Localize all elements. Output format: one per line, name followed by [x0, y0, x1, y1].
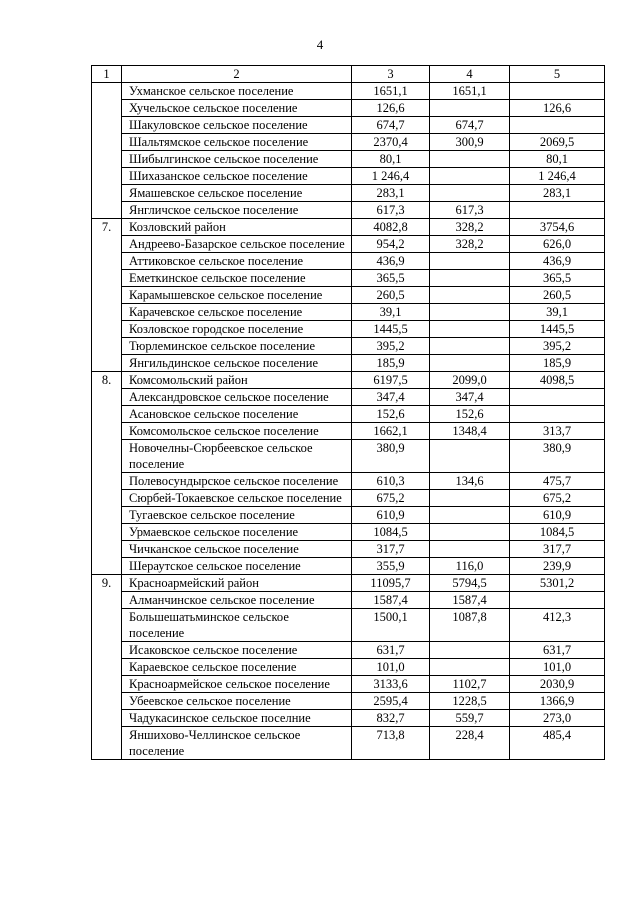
value-cell: 674,7 — [430, 117, 510, 134]
value-cell — [510, 406, 605, 423]
settlement-row — [92, 558, 605, 575]
value-cell: 3133,6 — [352, 676, 430, 693]
name-cell: Убеевское сельское поселение — [122, 693, 352, 710]
value-cell: 832,7 — [352, 710, 430, 727]
row-number-cell — [92, 168, 122, 185]
value-cell: 260,5 — [510, 287, 605, 304]
value-cell: 1587,4 — [430, 592, 510, 609]
value-cell: 1084,5 — [510, 524, 605, 541]
value-cell: 347,4 — [430, 389, 510, 406]
value-cell: 1366,9 — [510, 693, 605, 710]
value-cell — [430, 355, 510, 372]
name-cell: Красноармейское сельское поселение — [122, 676, 352, 693]
column-header: 5 — [510, 66, 605, 83]
row-number-cell: 8. — [92, 372, 122, 389]
row-number-cell — [92, 473, 122, 490]
value-cell: 1 246,4 — [352, 168, 430, 185]
value-cell: 328,2 — [430, 236, 510, 253]
name-cell: Караевское сельское поселение — [122, 659, 352, 676]
row-number-cell — [92, 490, 122, 507]
value-cell — [510, 202, 605, 219]
settlement-row — [92, 185, 605, 202]
value-cell: 101,0 — [352, 659, 430, 676]
value-cell: 126,6 — [510, 100, 605, 117]
settlement-row — [92, 592, 605, 609]
name-cell: Асановское сельское поселение — [122, 406, 352, 423]
value-cell: 1102,7 — [430, 676, 510, 693]
value-cell: 328,2 — [430, 219, 510, 236]
value-cell — [510, 83, 605, 100]
settlement-row — [92, 389, 605, 406]
row-number-cell — [92, 558, 122, 575]
row-number-cell — [92, 389, 122, 406]
value-cell: 395,2 — [510, 338, 605, 355]
name-cell: Комсомольский район — [122, 372, 352, 389]
name-cell: Шихазанское сельское поселение — [122, 168, 352, 185]
value-cell: 1662,1 — [352, 423, 430, 440]
name-cell: Козловский район — [122, 219, 352, 236]
value-cell: 228,4 — [430, 727, 510, 760]
settlement-row — [92, 270, 605, 287]
value-cell: 2370,4 — [352, 134, 430, 151]
row-number-cell: 9. — [92, 575, 122, 592]
value-cell: 4098,5 — [510, 372, 605, 389]
settlement-row — [92, 473, 605, 490]
value-cell — [510, 117, 605, 134]
value-cell: 126,6 — [352, 100, 430, 117]
settlement-row — [92, 83, 605, 100]
row-number-cell — [92, 676, 122, 693]
row-number-cell — [92, 117, 122, 134]
settlement-row — [92, 693, 605, 710]
row-number-cell — [92, 134, 122, 151]
value-cell — [430, 507, 510, 524]
name-cell: Тюрлеминское сельское поселение — [122, 338, 352, 355]
value-cell: 11095,7 — [352, 575, 430, 592]
value-cell: 1445,5 — [510, 321, 605, 338]
value-cell: 365,5 — [352, 270, 430, 287]
value-cell: 355,9 — [352, 558, 430, 575]
value-cell: 1651,1 — [352, 83, 430, 100]
row-number-cell — [92, 83, 122, 100]
name-cell: Козловское городское поселение — [122, 321, 352, 338]
settlement-row — [92, 524, 605, 541]
row-number-cell — [92, 202, 122, 219]
value-cell: 380,9 — [510, 440, 605, 473]
district-row — [92, 219, 605, 236]
row-number-cell — [92, 592, 122, 609]
row-number-cell — [92, 321, 122, 338]
value-cell: 80,1 — [352, 151, 430, 168]
name-cell: Карачевское сельское поселение — [122, 304, 352, 321]
row-number-cell — [92, 355, 122, 372]
value-cell — [430, 338, 510, 355]
row-number-cell: 7. — [92, 219, 122, 236]
name-cell: Ямашевское сельское поселение — [122, 185, 352, 202]
row-number-cell — [92, 185, 122, 202]
value-cell: 610,9 — [510, 507, 605, 524]
row-number-cell — [92, 507, 122, 524]
row-number-cell — [92, 541, 122, 558]
name-cell: Красноармейский район — [122, 575, 352, 592]
name-cell: Яншихово-Челлинское сельское поселение — [122, 727, 352, 760]
value-cell: 101,0 — [510, 659, 605, 676]
value-cell: 4082,8 — [352, 219, 430, 236]
settlement-row — [92, 134, 605, 151]
value-cell: 1651,1 — [430, 83, 510, 100]
settlement-row — [92, 541, 605, 558]
value-cell: 610,3 — [352, 473, 430, 490]
name-cell: Исаковское сельское поселение — [122, 642, 352, 659]
name-cell: Еметкинское сельское поселение — [122, 270, 352, 287]
allocation-table — [91, 65, 605, 760]
row-number-cell — [92, 440, 122, 473]
name-cell: Сюрбей-Токаевское сельское поселение — [122, 490, 352, 507]
settlement-row — [92, 236, 605, 253]
name-cell: Урмаевское сельское поселение — [122, 524, 352, 541]
settlement-row — [92, 117, 605, 134]
value-cell: 1500,1 — [352, 609, 430, 642]
value-cell: 39,1 — [510, 304, 605, 321]
row-number-cell — [92, 609, 122, 642]
name-cell: Чадукасинское сельское поселние — [122, 710, 352, 727]
value-cell: 365,5 — [510, 270, 605, 287]
value-cell: 436,9 — [510, 253, 605, 270]
name-cell: Янгличское сельское поселение — [122, 202, 352, 219]
row-number-cell — [92, 270, 122, 287]
settlement-row — [92, 490, 605, 507]
settlement-row — [92, 507, 605, 524]
settlement-row — [92, 727, 605, 760]
settlement-row — [92, 151, 605, 168]
name-cell: Большешатьминское сельское поселение — [122, 609, 352, 642]
value-cell — [430, 185, 510, 202]
value-cell — [430, 659, 510, 676]
value-cell — [430, 287, 510, 304]
name-cell: Новочелны-Сюрбеевское сельское поселение — [122, 440, 352, 473]
value-cell: 380,9 — [352, 440, 430, 473]
value-cell: 675,2 — [352, 490, 430, 507]
value-cell: 39,1 — [352, 304, 430, 321]
value-cell: 152,6 — [352, 406, 430, 423]
value-cell — [430, 321, 510, 338]
value-cell: 6197,5 — [352, 372, 430, 389]
value-cell: 412,3 — [510, 609, 605, 642]
value-cell: 1587,4 — [352, 592, 430, 609]
value-cell — [430, 524, 510, 541]
row-number-cell — [92, 304, 122, 321]
name-cell: Янгильдинское сельское поселение — [122, 355, 352, 372]
column-header: 4 — [430, 66, 510, 83]
row-number-cell — [92, 659, 122, 676]
name-cell: Шераутское сельское поселение — [122, 558, 352, 575]
value-cell: 80,1 — [510, 151, 605, 168]
value-cell: 185,9 — [352, 355, 430, 372]
row-number-cell — [92, 423, 122, 440]
settlement-row — [92, 321, 605, 338]
settlement-row — [92, 642, 605, 659]
column-header: 1 — [92, 66, 122, 83]
settlement-row — [92, 710, 605, 727]
name-cell: Хучельское сельское поселение — [122, 100, 352, 117]
value-cell — [430, 151, 510, 168]
settlement-row — [92, 609, 605, 642]
settlement-row — [92, 202, 605, 219]
value-cell: 152,6 — [430, 406, 510, 423]
row-number-cell — [92, 253, 122, 270]
district-row — [92, 575, 605, 592]
value-cell: 2099,0 — [430, 372, 510, 389]
name-cell: Полевосундырское сельское поселение — [122, 473, 352, 490]
value-cell: 675,2 — [510, 490, 605, 507]
value-cell — [430, 490, 510, 507]
settlement-row — [92, 253, 605, 270]
value-cell — [430, 168, 510, 185]
value-cell: 134,6 — [430, 473, 510, 490]
value-cell: 631,7 — [352, 642, 430, 659]
settlement-row — [92, 304, 605, 321]
name-cell: Аттиковское сельское поселение — [122, 253, 352, 270]
value-cell — [430, 100, 510, 117]
value-cell: 283,1 — [510, 185, 605, 202]
value-cell — [430, 440, 510, 473]
row-number-cell — [92, 406, 122, 423]
value-cell: 283,1 — [352, 185, 430, 202]
value-cell: 239,9 — [510, 558, 605, 575]
settlement-row — [92, 100, 605, 117]
value-cell: 559,7 — [430, 710, 510, 727]
settlement-row — [92, 287, 605, 304]
row-number-cell — [92, 710, 122, 727]
name-cell: Шакуловское сельское поселение — [122, 117, 352, 134]
row-number-cell — [92, 693, 122, 710]
name-cell: Чичканское сельское поселение — [122, 541, 352, 558]
name-cell: Ухманское сельское поселение — [122, 83, 352, 100]
value-cell: 626,0 — [510, 236, 605, 253]
row-number-cell — [92, 287, 122, 304]
row-number-cell — [92, 100, 122, 117]
value-cell — [510, 389, 605, 406]
value-cell: 5301,2 — [510, 575, 605, 592]
value-cell: 1 246,4 — [510, 168, 605, 185]
value-cell — [430, 253, 510, 270]
value-cell — [510, 592, 605, 609]
value-cell: 3754,6 — [510, 219, 605, 236]
value-cell: 2595,4 — [352, 693, 430, 710]
settlement-row — [92, 423, 605, 440]
value-cell: 317,7 — [510, 541, 605, 558]
value-cell: 610,9 — [352, 507, 430, 524]
value-cell: 347,4 — [352, 389, 430, 406]
settlement-row — [92, 406, 605, 423]
name-cell: Шальтямское сельское поселение — [122, 134, 352, 151]
row-number-cell — [92, 236, 122, 253]
value-cell — [430, 642, 510, 659]
column-header: 2 — [122, 66, 352, 83]
value-cell: 713,8 — [352, 727, 430, 760]
value-cell: 617,3 — [352, 202, 430, 219]
name-cell: Комсомольское сельское поселение — [122, 423, 352, 440]
settlement-row — [92, 440, 605, 473]
settlement-row — [92, 355, 605, 372]
value-cell — [430, 270, 510, 287]
value-cell: 475,7 — [510, 473, 605, 490]
table-body — [92, 83, 605, 760]
name-cell: Андреево-Базарское сельское поселение — [122, 236, 352, 253]
settlement-row — [92, 338, 605, 355]
value-cell: 954,2 — [352, 236, 430, 253]
column-header: 3 — [352, 66, 430, 83]
value-cell: 260,5 — [352, 287, 430, 304]
value-cell: 436,9 — [352, 253, 430, 270]
row-number-cell — [92, 642, 122, 659]
value-cell: 2030,9 — [510, 676, 605, 693]
row-number-cell — [92, 727, 122, 760]
district-row — [92, 372, 605, 389]
row-number-cell — [92, 524, 122, 541]
value-cell: 395,2 — [352, 338, 430, 355]
value-cell: 1228,5 — [430, 693, 510, 710]
value-cell — [430, 541, 510, 558]
value-cell: 5794,5 — [430, 575, 510, 592]
value-cell: 2069,5 — [510, 134, 605, 151]
name-cell: Карамышевское сельское поселение — [122, 287, 352, 304]
table-header-row — [92, 66, 605, 83]
settlement-row — [92, 659, 605, 676]
value-cell: 317,7 — [352, 541, 430, 558]
value-cell: 1087,8 — [430, 609, 510, 642]
name-cell: Александровское сельское поселение — [122, 389, 352, 406]
value-cell: 1445,5 — [352, 321, 430, 338]
value-cell: 116,0 — [430, 558, 510, 575]
value-cell: 631,7 — [510, 642, 605, 659]
value-cell: 313,7 — [510, 423, 605, 440]
value-cell: 273,0 — [510, 710, 605, 727]
settlement-row — [92, 676, 605, 693]
value-cell: 185,9 — [510, 355, 605, 372]
name-cell: Тугаевское сельское поселение — [122, 507, 352, 524]
value-cell: 485,4 — [510, 727, 605, 760]
value-cell: 1084,5 — [352, 524, 430, 541]
row-number-cell — [92, 338, 122, 355]
name-cell: Алманчинское сельское поселение — [122, 592, 352, 609]
value-cell: 1348,4 — [430, 423, 510, 440]
row-number-cell — [92, 151, 122, 168]
value-cell: 674,7 — [352, 117, 430, 134]
name-cell: Шибылгинское сельское поселение — [122, 151, 352, 168]
value-cell: 617,3 — [430, 202, 510, 219]
settlement-row — [92, 168, 605, 185]
page-number: 4 — [316, 37, 324, 52]
value-cell: 300,9 — [430, 134, 510, 151]
value-cell — [430, 304, 510, 321]
